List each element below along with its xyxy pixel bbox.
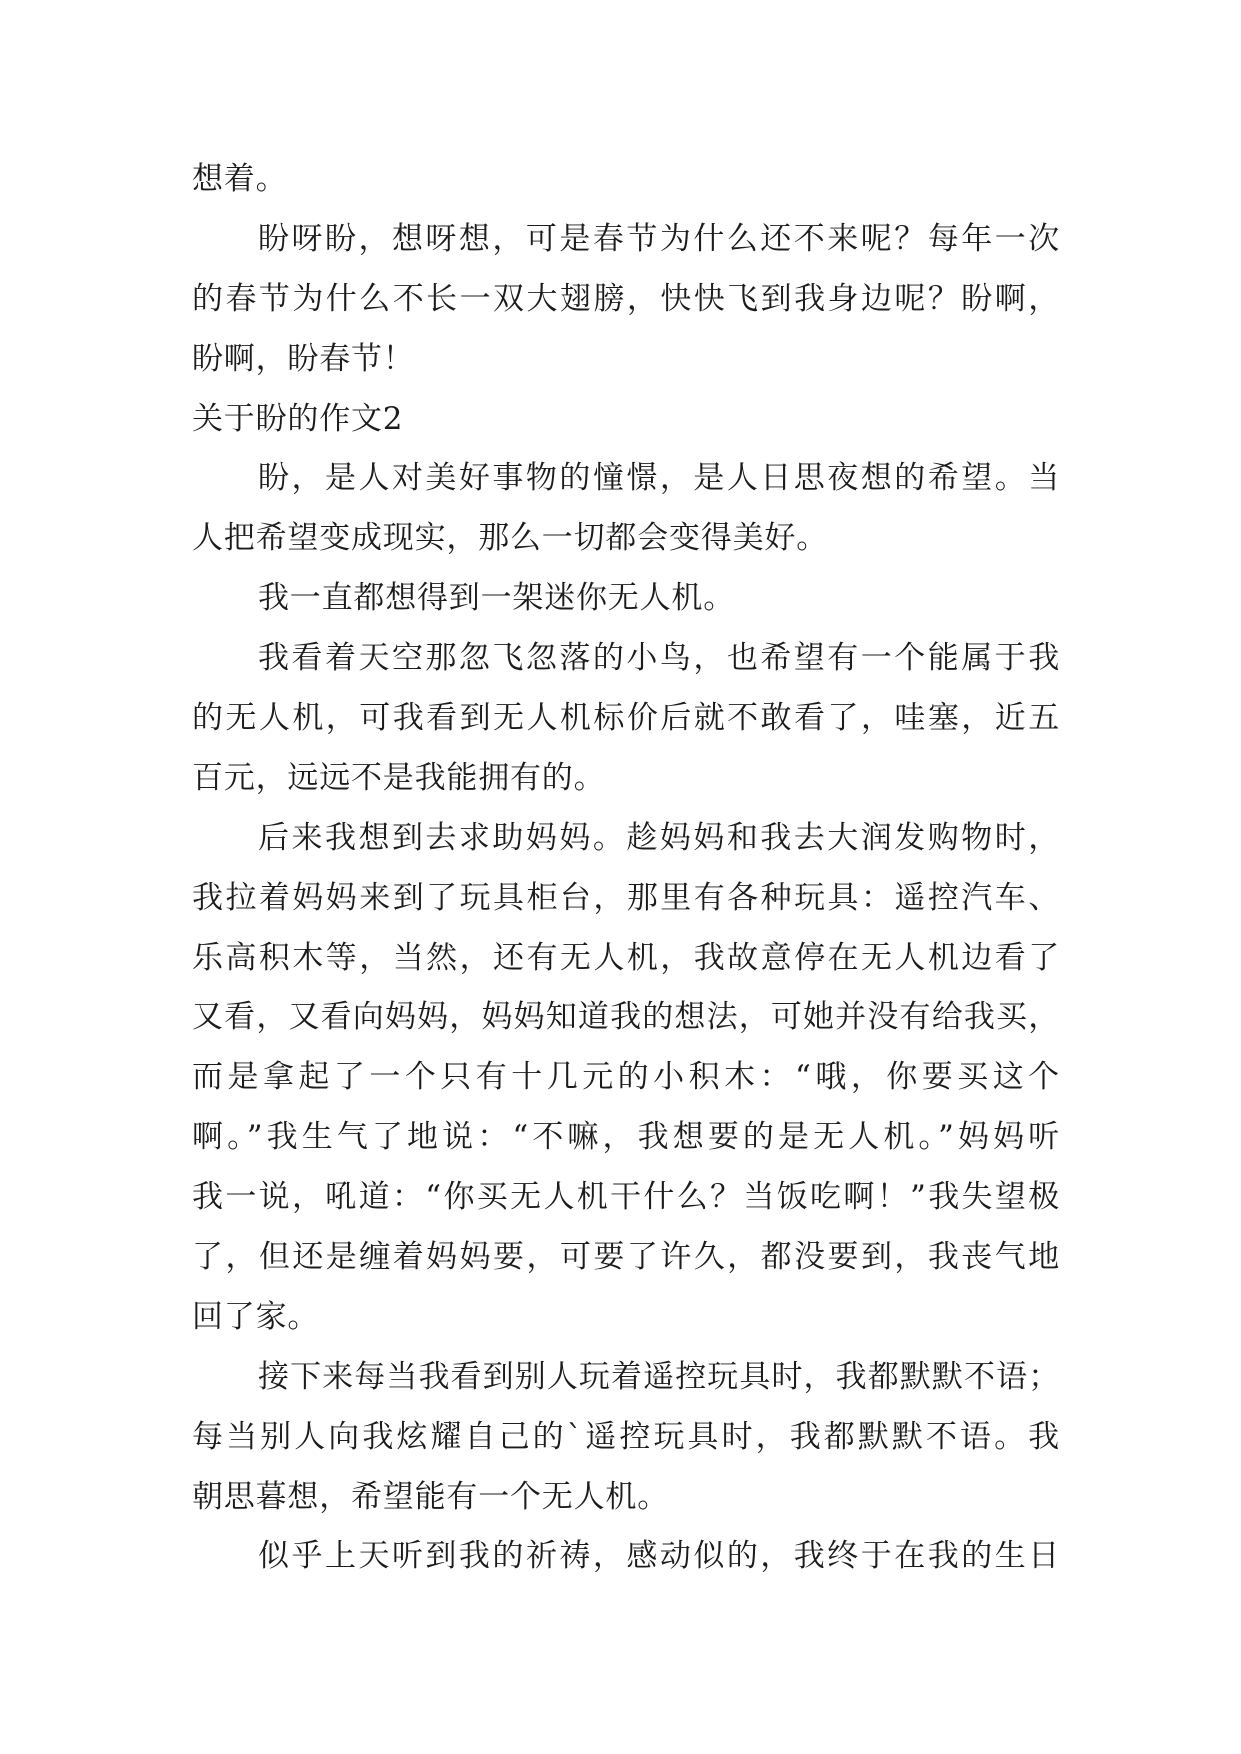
text-line: 乐高积木等，当然，还有无人机，我故意停在无人机边看了 bbox=[192, 939, 1060, 976]
text-line: 我一直都想得到一架迷你无人机。 bbox=[258, 580, 735, 617]
text-line: 我看着天空那忽飞忽落的小鸟，也希望有一个能属于我 bbox=[258, 640, 1060, 677]
text-line: 盼啊，盼春节！ bbox=[192, 340, 415, 377]
text-line: 朝思暮想，希望能有一个无人机。 bbox=[192, 1478, 669, 1515]
text-line: 百元，远远不是我能拥有的。 bbox=[192, 759, 606, 796]
text-line: 似乎上天听到我的祈祷，感动似的，我终于在我的生日 bbox=[258, 1538, 1060, 1575]
text-line: 人把希望变成现实，那么一切都会变得美好。 bbox=[192, 520, 828, 557]
title-text: 关于盼的作文2 bbox=[192, 400, 404, 437]
paragraph bbox=[192, 1348, 1060, 1528]
text-line: 而是拿起了一个只有十几元的小积木：“哦，你要买这个 bbox=[192, 1059, 1060, 1096]
paragraph bbox=[192, 809, 1060, 1348]
text-line: 了，但还是缠着妈妈要，可要了许久，都没要到，我丧气地 bbox=[192, 1239, 1060, 1276]
paragraph bbox=[192, 449, 1060, 569]
text-line: 回了家。 bbox=[192, 1298, 320, 1335]
paragraph bbox=[192, 629, 1060, 809]
text-line: 我拉着妈妈来到了玩具柜台，那里有各种玩具：遥控汽车、 bbox=[192, 879, 1060, 916]
text-line: 后来我想到去求助妈妈。趁妈妈和我去大润发购物时， bbox=[258, 819, 1060, 856]
text-line: 接下来每当我看到别人玩着遥控玩具时，我都默默不语； bbox=[258, 1358, 1060, 1395]
text-line: 又看，又看向妈妈，妈妈知道我的想法，可她并没有给我买， bbox=[192, 999, 1060, 1036]
essay-title bbox=[192, 390, 1060, 450]
text-line: 每当别人向我炫耀自己的`遥控玩具时，我都默默不语。我 bbox=[192, 1418, 1060, 1455]
text-line: 盼呀盼，想呀想，可是春节为什么还不来呢？每年一次 bbox=[258, 220, 1060, 257]
page-body bbox=[192, 150, 1060, 1587]
text-line: 啊。”我生气了地说：“不嘛，我想要的是无人机。”妈妈听 bbox=[192, 1119, 1060, 1156]
text-line: 的春节为什么不长一双大翅膀，快快飞到我身边呢？盼啊， bbox=[192, 280, 1060, 317]
text-line: 的无人机，可我看到无人机标价后就不敢看了，哇塞，近五 bbox=[192, 700, 1060, 737]
paragraph bbox=[192, 569, 1060, 629]
text-line: 我一说，吼道：“你买无人机干什么？当饭吃啊！”我失望极 bbox=[192, 1179, 1060, 1216]
text-line: 盼，是人对美好事物的憧憬，是人日思夜想的希望。当 bbox=[258, 460, 1060, 497]
text-line: 想着。 bbox=[192, 161, 288, 197]
paragraph bbox=[192, 210, 1060, 390]
paragraph-continued bbox=[192, 150, 1060, 210]
paragraph bbox=[192, 1527, 1060, 1587]
